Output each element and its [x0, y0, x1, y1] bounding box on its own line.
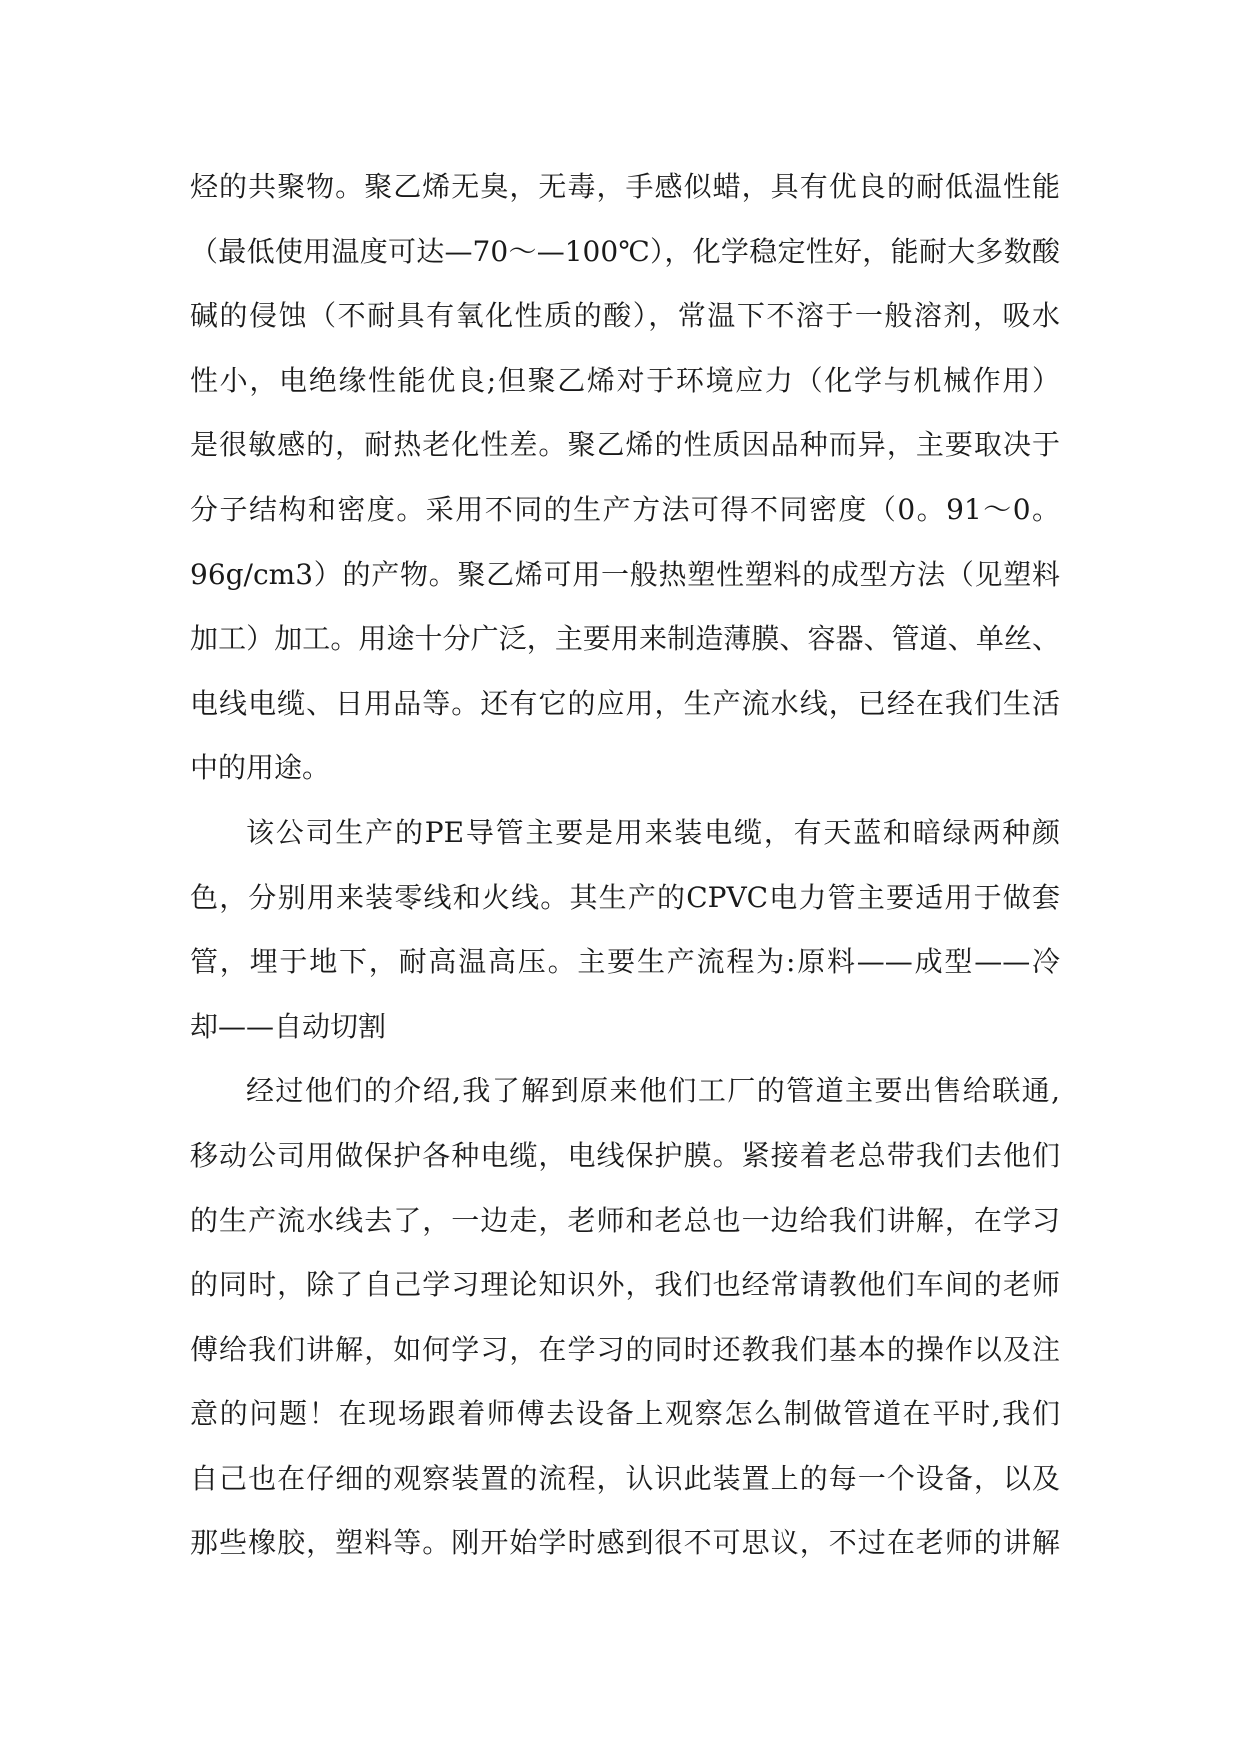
- text-line: 色，分别用来装零线和火线。其生产的CPVC电力管主要适用于做套: [190, 880, 1060, 914]
- text-line: 那些橡胶，塑料等。刚开始学时感到很不可思议，不过在老师的讲解: [190, 1526, 1060, 1560]
- text-line: 管，埋于地下，耐高温高压。主要生产流程为:原料——成型——冷: [190, 945, 1060, 979]
- body-text: [190, 155, 1060, 1576]
- text-line: 的同时，除了自己学习理论知识外，我们也经常请教他们车间的老师: [190, 1268, 1060, 1302]
- text-line: 意的问题！在现场跟着师傅去设备上观察怎么制做管道在平时,我们: [190, 1397, 1060, 1431]
- text-line: 烃的共聚物。聚乙烯无臭，无毒，手感似蜡，具有优良的耐低温性能: [190, 170, 1060, 203]
- text-line: 自己也在仔细的观察装置的流程，认识此装置上的每一个设备，以及: [190, 1461, 1060, 1495]
- text-line: 电线电缆、日用品等。还有它的应用，生产流水线，已经在我们生活: [190, 686, 1060, 720]
- text-line: 分子结构和密度。采用不同的生产方法可得不同密度（0。91～0。: [190, 492, 1060, 526]
- text-line: 的生产流水线去了，一边走，老师和老总也一边给我们讲解，在学习: [190, 1203, 1060, 1237]
- paragraph-start-line: 经过他们的介绍,我了解到原来他们工厂的管道主要出售给联通,: [246, 1074, 1060, 1108]
- text-line: 96g/cm3）的产物。聚乙烯可用一般热塑性塑料的成型方法（见塑料: [190, 557, 1060, 591]
- text-line: 是很敏感的，耐热老化性差。聚乙烯的性质因品种而异，主要取决于: [190, 428, 1060, 462]
- text-line: 移动公司用做保护各种电缆，电线保护膜。紧接着老总带我们去他们: [190, 1138, 1060, 1172]
- text-line: 性小，电绝缘性能优良;但聚乙烯对于环境应力（化学与机械作用）: [190, 363, 1060, 397]
- text-line: 却——自动切割: [190, 1009, 387, 1043]
- text-line: 傅给我们讲解，如何学习，在学习的同时还教我们基本的操作以及注: [190, 1332, 1060, 1366]
- paragraph-start-line: 该公司生产的PE导管主要是用来装电缆，有天蓝和暗绿两种颜: [246, 815, 1060, 849]
- text-line: （最低使用温度可达—70～—100℃），化学稳定性好，能耐大多数酸: [190, 234, 1060, 268]
- text-line: 碱的侵蚀（不耐具有氧化性质的酸），常温下不溶于一般溶剂，吸水: [190, 299, 1060, 333]
- text-line: 加工）加工。用途十分广泛，主要用来制造薄膜、容器、管道、单丝、: [190, 622, 1060, 656]
- text-line: 中的用途。: [190, 751, 331, 785]
